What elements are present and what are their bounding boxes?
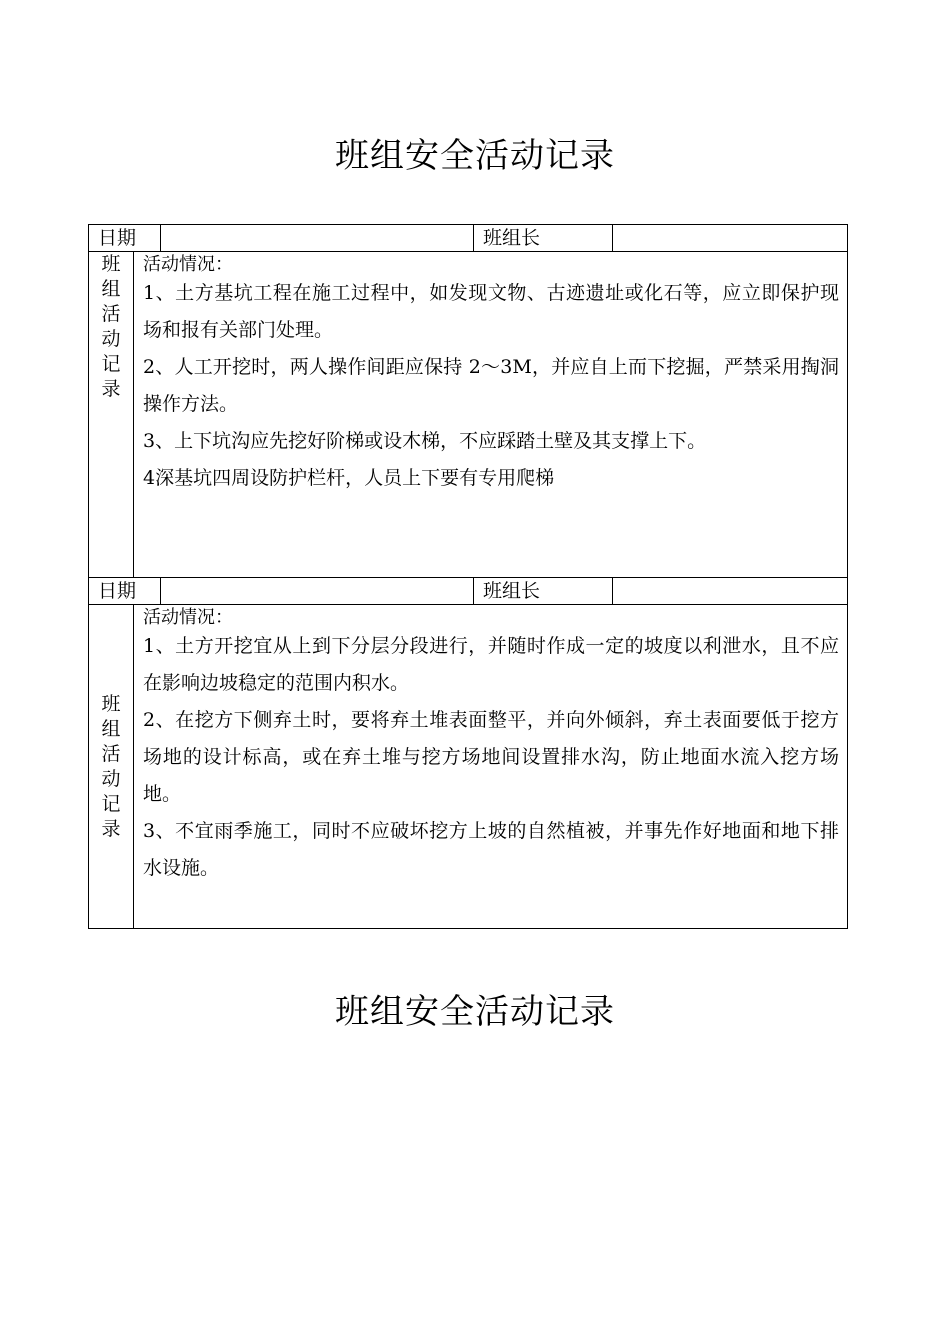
side-label-char: 记 (101, 792, 121, 815)
activity-content (134, 252, 848, 578)
team-leader-value (613, 578, 848, 605)
side-label-char: 班 (101, 692, 121, 715)
side-label-char: 动 (101, 767, 121, 790)
page-title: 班组安全活动记录 (335, 136, 615, 176)
date-value (161, 225, 474, 252)
activity-heading: 活动情况： (143, 254, 233, 275)
activity-item: 2、在挖方下侧弃土时，要将弃土堆表面整平，并向外倾斜，弃土表面要低于挖方场地的设计标高，或在弃土堆与挖方场地间设置排水沟，防止地面水流入挖方场地。 (143, 709, 840, 805)
date-value (161, 578, 474, 605)
side-label (89, 605, 134, 929)
side-label-char: 动 (101, 328, 121, 350)
side-label-char: 组 (101, 717, 121, 740)
side-label-char: 活 (101, 742, 121, 765)
side-label (89, 252, 134, 578)
record-header-row (89, 578, 848, 605)
side-label-char: 录 (101, 378, 121, 400)
side-label-char: 组 (101, 278, 121, 300)
activity-content (134, 605, 848, 929)
team-leader-label: 班组长 (474, 578, 613, 605)
activity-item: 3、不宜雨季施工，同时不应破坏挖方上坡的自然植被，并事先作好地面和地下排水设施。 (143, 820, 840, 879)
activity-record-table (88, 224, 848, 929)
team-leader-value (613, 225, 848, 252)
date-label: 日期 (89, 225, 161, 252)
side-label-char: 活 (101, 303, 121, 325)
activity-heading: 活动情况： (143, 607, 233, 628)
side-label-char: 记 (101, 353, 121, 375)
record-body-row (89, 605, 848, 929)
activity-item: 4深基坑四周设防护栏杆，人员上下要有专用爬梯 (143, 467, 555, 489)
page-title-2: 班组安全活动记录 (335, 992, 615, 1032)
date-label: 日期 (89, 578, 161, 605)
activity-item: 1、土方开挖宜从上到下分层分段进行，并随时作成一定的坡度以利泄水，且不应在影响边坡稳定的范围内积水。 (143, 635, 840, 694)
activity-item: 3、上下坑沟应先挖好阶梯或设木梯，不应踩踏土壁及其支撑上下。 (143, 430, 707, 452)
activity-item: 2、人工开挖时，两人操作间距应保持 2～3M，并应自上而下挖掘，严禁采用掏洞操作方法。 (143, 356, 840, 415)
record-header-row (89, 225, 848, 252)
side-label-char: 班 (101, 253, 121, 275)
activity-item: 1、土方基坑工程在施工过程中，如发现文物、古迹遗址或化石等，应立即保护现场和报有关部门处理。 (143, 282, 840, 341)
record-body-row (89, 252, 848, 578)
team-leader-label: 班组长 (474, 225, 613, 252)
side-label-char: 录 (101, 817, 121, 840)
